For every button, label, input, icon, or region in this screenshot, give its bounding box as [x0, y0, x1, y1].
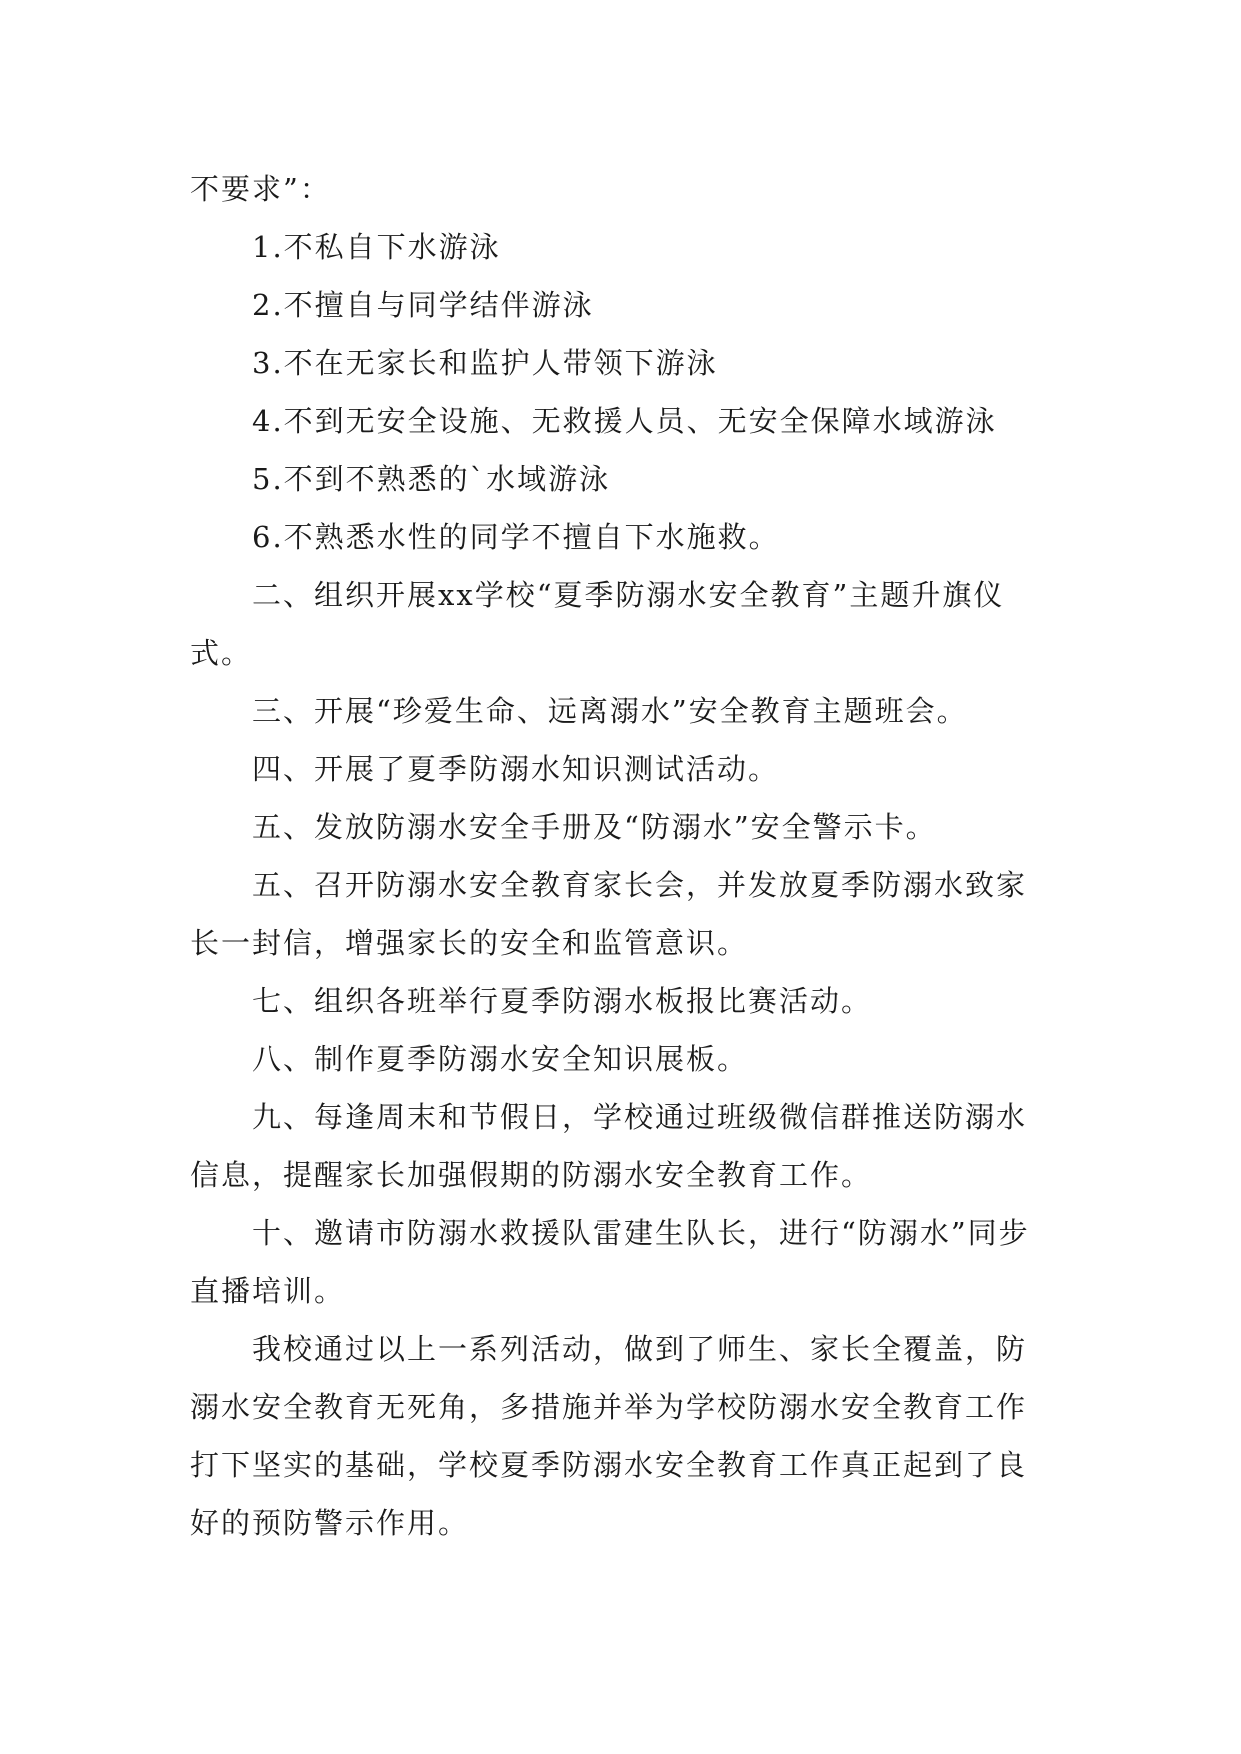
paragraph: 三、开展“珍爱生命、远离溺水”安全教育主题班会。: [252, 694, 968, 728]
list-item: 2.不擅自与同学结伴游泳: [252, 288, 594, 322]
paragraph: 五、召开防溺水安全教育家长会，并发放夏季防溺水致家长一封信，增强家长的安全和监管意识。: [190, 868, 1028, 960]
paragraph: 不要求”：: [190, 172, 331, 206]
paragraph: 九、每逢周末和节假日，学校通过班级微信群推送防溺水信息，提醒家长加强假期的防溺水安全教育工作。: [190, 1100, 1028, 1192]
paragraph: 二、组织开展xx学校“夏季防溺水安全教育”主题升旗仪式。: [190, 578, 1005, 670]
paragraph: 七、组织各班举行夏季防溺水板报比赛活动。: [252, 984, 873, 1018]
paragraph: 我校通过以上一系列活动，做到了师生、家长全覆盖，防溺水安全教育无死角，多措施并举为学校防溺水安全教育工作打下坚实的基础，学校夏季防溺水安全教育工作真正起到了良好的预防警示作用。: [190, 1332, 1028, 1540]
document-body: [190, 160, 1050, 1552]
list-item: 6.不熟悉水性的同学不擅自下水施救。: [252, 520, 780, 554]
list-item: 3.不在无家长和监护人带领下游泳: [252, 346, 718, 380]
paragraph: 四、开展了夏季防溺水知识测试活动。: [252, 752, 780, 786]
paragraph: 五、发放防溺水安全手册及“防溺水”安全警示卡。: [252, 810, 937, 844]
list-item: 1.不私自下水游泳: [252, 230, 501, 264]
paragraph: 八、制作夏季防溺水安全知识展板。: [252, 1042, 749, 1076]
list-item: 5.不到不熟悉的`水域游泳: [252, 462, 611, 496]
paragraph: 十、邀请市防溺水救援队雷建生队长，进行“防溺水”同步直播培训。: [190, 1216, 1030, 1308]
list-item: 4.不到无安全设施、无救援人员、无安全保障水域游泳: [252, 404, 997, 438]
